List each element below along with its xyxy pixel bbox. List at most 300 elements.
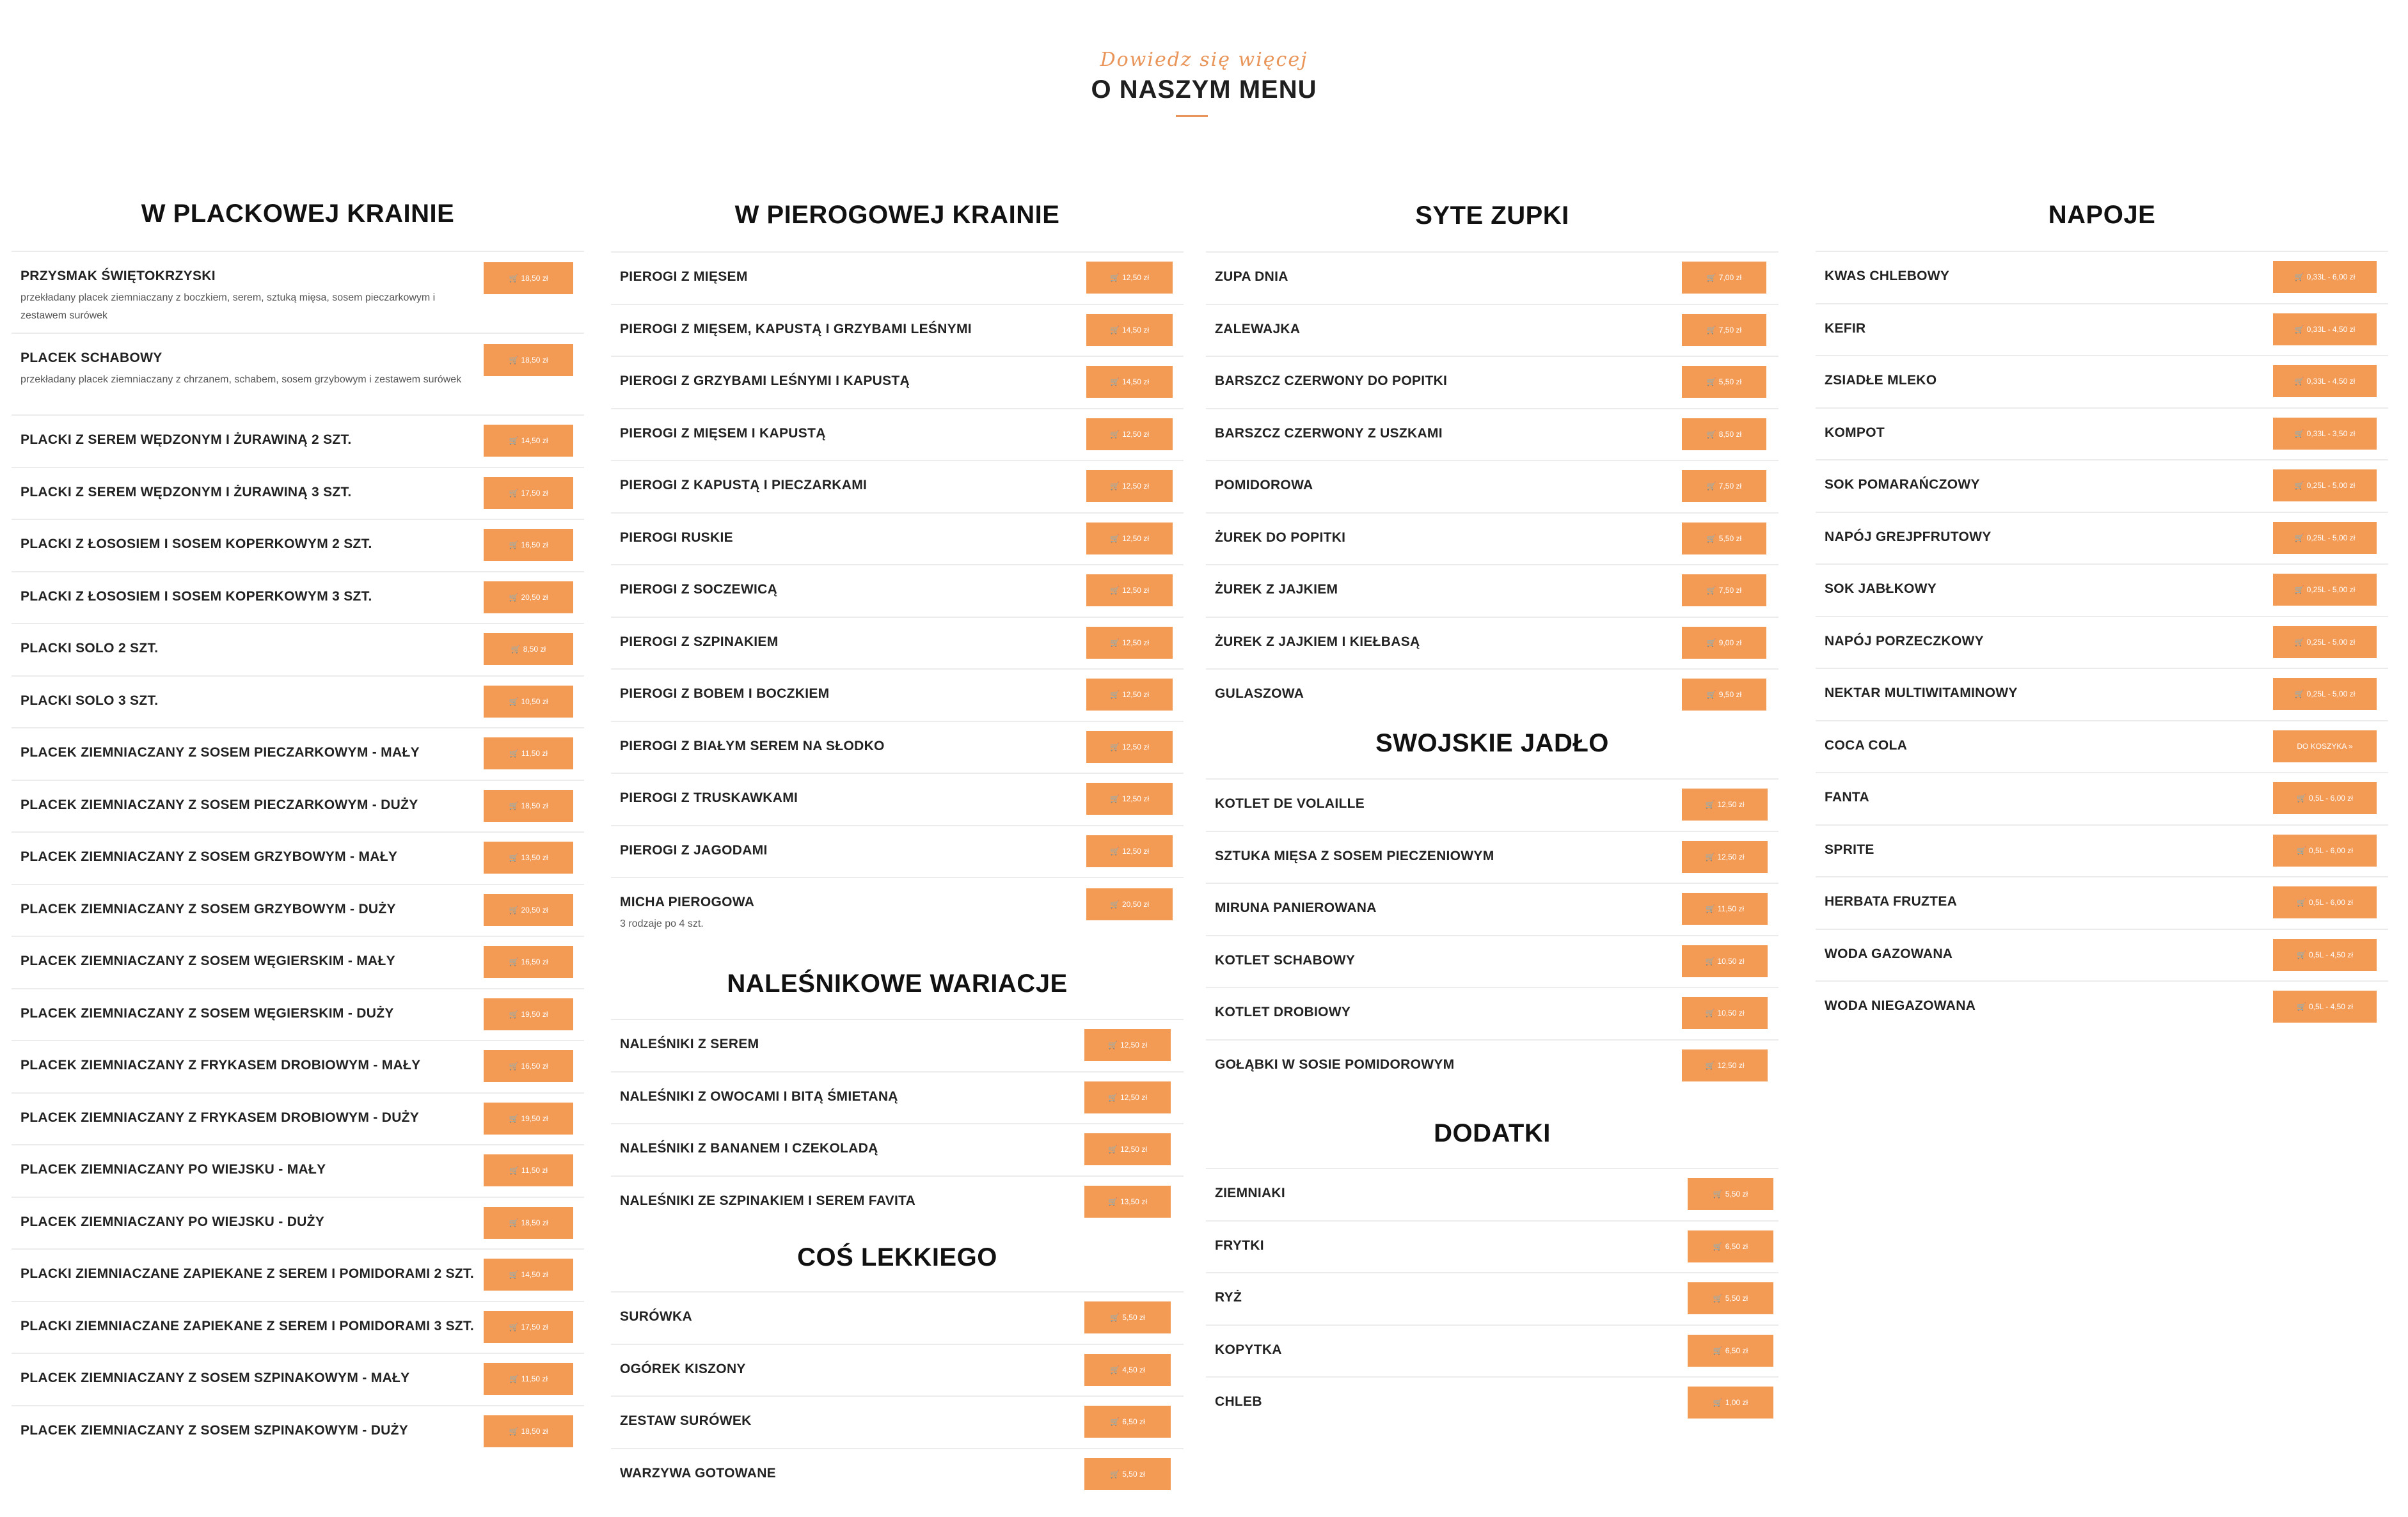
menu-item bbox=[611, 617, 1184, 669]
add-to-cart-button[interactable] bbox=[1086, 731, 1173, 763]
add-to-cart-button[interactable] bbox=[2273, 418, 2377, 450]
menu-item bbox=[611, 668, 1184, 721]
cart-icon: 🛒 bbox=[1713, 1294, 1723, 1303]
cart-icon: 🛒 bbox=[509, 853, 519, 862]
add-to-cart-button[interactable] bbox=[1086, 783, 1173, 815]
menu-item bbox=[12, 727, 584, 780]
price-label: 12,50 zł bbox=[1121, 586, 1149, 595]
menu-item-name: KOTLET SCHABOWY bbox=[1215, 952, 1356, 968]
price-label: 0,25L - 5,00 zł bbox=[2306, 585, 2356, 594]
price-label: 19,50 zł bbox=[521, 1113, 548, 1123]
cart-icon: 🛒 bbox=[1110, 377, 1120, 386]
menu-item-name: ZIEMNIAKI bbox=[1215, 1186, 1286, 1200]
add-to-cart-button[interactable] bbox=[1682, 893, 1768, 925]
menu-item bbox=[1816, 303, 2388, 356]
cart-icon: 🛒 bbox=[1706, 638, 1716, 647]
menu-item bbox=[1206, 304, 1778, 356]
price-label: 16,50 zł bbox=[521, 540, 548, 549]
cart-icon: 🛒 bbox=[2297, 1002, 2306, 1011]
column-placki bbox=[12, 173, 584, 1471]
add-to-cart-button[interactable] bbox=[2273, 939, 2377, 971]
menu-item-name: CHLEB bbox=[1215, 1394, 1262, 1409]
add-to-cart-button[interactable] bbox=[1682, 997, 1768, 1029]
menu-item-name: WARZYWA GOTOWANE bbox=[620, 1465, 776, 1481]
menu-item bbox=[12, 571, 584, 624]
menu-item bbox=[611, 304, 1184, 356]
menu-item-name: PLACEK ZIEMNIACZANY PO WIEJSKU - DUŻY bbox=[20, 1214, 325, 1229]
cart-icon: 🛒 bbox=[1705, 956, 1715, 966]
cart-icon: 🛒 bbox=[1110, 273, 1120, 282]
add-to-cart-button[interactable] bbox=[484, 477, 573, 509]
add-to-cart-button[interactable] bbox=[1682, 366, 1766, 398]
cart-icon: 🛒 bbox=[1705, 904, 1715, 913]
menu-item-name: PLACKI Z ŁOSOSIEM I SOSEM KOPERKOWYM 3 SZT. bbox=[20, 588, 372, 604]
menu-item bbox=[1206, 1220, 1778, 1273]
price-label: 12,50 zł bbox=[1121, 794, 1149, 803]
menu-item-name: PLACEK ZIEMNIACZANY Z FRYKASEM DROBIOWYM - DUŻY bbox=[20, 1110, 420, 1125]
add-to-cart-button[interactable] bbox=[2273, 365, 2377, 397]
add-to-cart-button[interactable] bbox=[484, 581, 573, 613]
menu-item-name: PIEROGI Z BOBEM I BOCZKIEM bbox=[620, 686, 830, 701]
menu-item-name: PIEROGI Z BIAŁYM SEREM NA SŁODKO bbox=[620, 738, 885, 753]
column-pierogi bbox=[611, 173, 1184, 1503]
add-to-cart-button[interactable] bbox=[1086, 262, 1173, 294]
add-to-cart-button[interactable] bbox=[2273, 626, 2377, 658]
add-to-cart-button[interactable] bbox=[1682, 574, 1766, 606]
menu-item-description: przekładany placek ziemniaczany z boczkiem, serem, sztuką mięsa, sosem pieczarkowym i zestawem surówek bbox=[20, 292, 436, 321]
cart-icon: 🛒 bbox=[509, 1009, 519, 1019]
price-label: 11,50 zł bbox=[521, 749, 548, 758]
menu-item bbox=[12, 988, 584, 1041]
add-to-cart-button[interactable] bbox=[484, 1050, 573, 1082]
price-label: 0,5L - 6,00 zł bbox=[2309, 898, 2353, 907]
add-to-cart-button[interactable] bbox=[1688, 1178, 1773, 1210]
cart-icon: 🛒 bbox=[1110, 690, 1120, 699]
menu-item-name: WODA GAZOWANA bbox=[1825, 946, 1953, 961]
menu-item-name: PLACEK ZIEMNIACZANY Z FRYKASEM DROBIOWYM - MAŁY bbox=[20, 1058, 421, 1073]
menu-item bbox=[12, 414, 584, 467]
add-to-cart-button[interactable] bbox=[1682, 841, 1768, 873]
menu-item-name: ZALEWAJKA bbox=[1215, 321, 1301, 336]
menu-item-name: PIEROGI Z SOCZEWICĄ bbox=[620, 582, 778, 597]
add-to-cart-button[interactable] bbox=[1086, 835, 1173, 867]
add-to-cart-button[interactable] bbox=[484, 686, 573, 718]
add-to-cart-button[interactable] bbox=[1682, 418, 1766, 450]
menu-item bbox=[611, 773, 1184, 825]
add-to-cart-button[interactable] bbox=[1086, 314, 1173, 346]
menu-item-name: PLACEK ZIEMNIACZANY PO WIEJSKU - MAŁY bbox=[20, 1162, 326, 1177]
price-label: 5,50 zł bbox=[1718, 377, 1742, 386]
menu-item bbox=[1206, 1324, 1778, 1377]
add-to-cart-button[interactable] bbox=[484, 529, 573, 561]
menu-item bbox=[1816, 563, 2388, 616]
cart-icon: 🛒 bbox=[1706, 533, 1716, 543]
price-label: 10,50 zł bbox=[521, 696, 548, 706]
menu-item bbox=[12, 251, 584, 333]
menu-item-name: ZUPA DNIA bbox=[1215, 269, 1288, 284]
add-to-cart-button[interactable] bbox=[1086, 366, 1173, 398]
menu-item-name: PIEROGI Z MIĘSEM, KAPUSTĄ I GRZYBAMI LEŚNYMI bbox=[620, 321, 972, 336]
price-label: 0,5L - 4,50 zł bbox=[2309, 1002, 2353, 1011]
add-to-cart-button[interactable] bbox=[1688, 1335, 1773, 1367]
add-to-cart-button[interactable] bbox=[2273, 835, 2377, 867]
menu-item bbox=[611, 408, 1184, 460]
menu-item bbox=[1816, 876, 2388, 929]
cart-icon: 🛒 bbox=[511, 645, 521, 654]
menu-item bbox=[611, 721, 1184, 773]
add-to-cart-button[interactable] bbox=[2273, 886, 2377, 918]
add-to-cart-button[interactable] bbox=[484, 1103, 573, 1135]
menu-item bbox=[1206, 1168, 1778, 1220]
price-label: 12,50 zł bbox=[1121, 690, 1149, 699]
menu-item bbox=[12, 1197, 584, 1249]
menu-title: O NASZYM MENU bbox=[1091, 75, 1317, 104]
cart-icon: 🛒 bbox=[1705, 1009, 1715, 1018]
menu-item bbox=[12, 831, 584, 884]
cart-icon: 🛒 bbox=[1713, 1346, 1723, 1355]
menu-item-name: WODA NIEGAZOWANA bbox=[1825, 998, 1976, 1013]
menu-item-name: PLACEK ZIEMNIACZANY Z SOSEM WĘGIERSKIM - DUŻY bbox=[20, 1005, 394, 1021]
cart-icon: 🛒 bbox=[1706, 377, 1716, 386]
menu-item-name: MICHA PIEROGOWA bbox=[620, 895, 755, 909]
menu-item-name: PIEROGI Z MIĘSEM bbox=[620, 269, 748, 284]
cart-icon: 🛒 bbox=[509, 1374, 519, 1383]
add-to-cart-button[interactable] bbox=[1682, 523, 1766, 554]
add-to-cart-button[interactable] bbox=[1084, 1081, 1171, 1113]
add-to-cart-button[interactable] bbox=[2273, 678, 2377, 710]
cart-icon: 🛒 bbox=[1110, 429, 1120, 439]
add-to-cart-button[interactable] bbox=[1084, 1133, 1171, 1165]
menu-item bbox=[611, 1448, 1184, 1500]
cart-icon: 🛒 bbox=[2294, 533, 2304, 542]
price-label: 7,50 zł bbox=[1718, 325, 1742, 334]
cart-icon: 🛒 bbox=[2297, 898, 2306, 907]
menu-item bbox=[1816, 251, 2388, 303]
menu-item bbox=[12, 1353, 584, 1405]
menu-item bbox=[1206, 512, 1778, 565]
section-title-nalesniki: NALEŚNIKOWE WARIACJE bbox=[727, 970, 1068, 998]
cart-icon: 🛒 bbox=[1110, 1365, 1120, 1374]
add-to-cart-button[interactable] bbox=[484, 946, 573, 978]
add-to-cart-button[interactable] bbox=[484, 894, 573, 926]
price-label: 16,50 zł bbox=[521, 1062, 548, 1071]
price-label: 12,50 zł bbox=[1121, 742, 1149, 751]
add-to-cart-button[interactable] bbox=[1084, 1406, 1171, 1438]
menu-item bbox=[1206, 564, 1778, 617]
cart-icon: 🛒 bbox=[1108, 1092, 1118, 1102]
add-to-cart-button[interactable] bbox=[1688, 1282, 1773, 1314]
menu-item-name: PIEROGI Z TRUSKAWKAMI bbox=[620, 790, 798, 805]
add-to-cart-button[interactable] bbox=[1682, 679, 1766, 711]
add-to-cart-button[interactable] bbox=[1086, 679, 1173, 711]
add-to-cart-button[interactable] bbox=[1682, 314, 1766, 346]
add-to-cart-button[interactable] bbox=[1086, 627, 1173, 659]
add-to-cart-button[interactable] bbox=[1682, 627, 1766, 659]
add-to-cart-button[interactable] bbox=[484, 1311, 573, 1343]
menu-item bbox=[611, 1123, 1184, 1175]
menu-item bbox=[1816, 407, 2388, 460]
add-to-cart-button[interactable] bbox=[484, 1207, 573, 1239]
add-to-cart-button[interactable] bbox=[484, 790, 573, 822]
price-label: 12,50 zł bbox=[1121, 273, 1149, 282]
cart-icon: 🛒 bbox=[2294, 377, 2304, 386]
add-to-cart-button[interactable] bbox=[1084, 1301, 1171, 1333]
menu-item-name: SOK POMARAŃCZOWY bbox=[1825, 477, 1980, 492]
menu-item-name: PLACKI ZIEMNIACZANE ZAPIEKANE Z SEREM I POMIDORAMI 2 SZT. bbox=[20, 1266, 474, 1281]
menu-item-name: GULASZOWA bbox=[1215, 686, 1304, 701]
menu-item bbox=[1816, 512, 2388, 564]
add-to-cart-button[interactable] bbox=[2273, 782, 2377, 814]
price-label: 5,50 zł bbox=[1122, 1313, 1145, 1322]
section-title-pierogi: W PIEROGOWEJ KRAINIE bbox=[734, 201, 1060, 229]
cart-icon: 🛒 bbox=[509, 592, 519, 602]
add-to-cart-button[interactable] bbox=[1682, 262, 1766, 294]
cart-icon: 🛒 bbox=[1110, 482, 1120, 491]
menu-item-name: PLACEK ZIEMNIACZANY Z SOSEM GRZYBOWYM - MAŁY bbox=[20, 849, 398, 864]
menu-item-name: PLACKI SOLO 2 SZT. bbox=[20, 641, 159, 656]
menu-item bbox=[1206, 987, 1778, 1039]
menu-item bbox=[12, 623, 584, 675]
cart-icon: 🛒 bbox=[1110, 794, 1120, 803]
menu-item bbox=[12, 1405, 584, 1458]
add-to-cart-button[interactable] bbox=[1682, 789, 1768, 821]
menu-item-name: PIEROGI Z SZPINAKIEM bbox=[620, 634, 779, 649]
menu-item-name: FRYTKI bbox=[1215, 1238, 1264, 1253]
price-label: 5,50 zł bbox=[1122, 1469, 1145, 1479]
cart-icon: 🛒 bbox=[1110, 1417, 1120, 1426]
menu-item bbox=[1206, 668, 1778, 721]
menu-item-name: PRZYSMAK ŚWIĘTOKRZYSKI bbox=[20, 269, 216, 283]
menu-item-name: SURÓWKA bbox=[620, 1309, 692, 1324]
add-to-cart-button[interactable] bbox=[1682, 945, 1768, 977]
add-to-cart-button[interactable] bbox=[2273, 574, 2377, 606]
menu-item-name: POMIDOROWA bbox=[1215, 478, 1313, 492]
price-label: 0,33L - 6,00 zł bbox=[2306, 272, 2356, 281]
menu-item bbox=[1206, 460, 1778, 512]
menu-item bbox=[1206, 617, 1778, 669]
add-to-cart-button[interactable] bbox=[484, 633, 573, 665]
menu-item bbox=[1816, 980, 2388, 1033]
menu-item bbox=[1206, 883, 1778, 935]
price-label: 12,50 zł bbox=[1121, 429, 1149, 439]
menu-item bbox=[611, 460, 1184, 512]
menu-item-name: ŻUREK Z JAJKIEM bbox=[1215, 582, 1338, 597]
price-label: 9,50 zł bbox=[1718, 690, 1742, 699]
cart-icon: 🛒 bbox=[1706, 273, 1716, 282]
cart-icon: 🛒 bbox=[2297, 950, 2306, 959]
add-to-cart-button[interactable] bbox=[2273, 313, 2377, 345]
add-to-cart-button[interactable] bbox=[2273, 261, 2377, 293]
menu-item bbox=[1206, 1039, 1778, 1092]
price-label: 0,5L - 6,00 zł bbox=[2309, 794, 2353, 803]
cart-icon: 🛒 bbox=[509, 436, 519, 445]
menu-item-name: PIEROGI RUSKIE bbox=[620, 530, 733, 545]
add-to-cart-button[interactable] bbox=[1682, 470, 1766, 502]
add-to-cart-button[interactable] bbox=[1084, 1458, 1171, 1490]
price-label: 18,50 zł bbox=[521, 356, 548, 365]
menu-item-name: PIEROGI Z GRZYBAMI LEŚNYMI I KAPUSTĄ bbox=[620, 373, 910, 388]
price-label: 6,50 zł bbox=[1725, 1241, 1748, 1251]
add-to-cart-button[interactable] bbox=[1084, 1029, 1171, 1061]
add-to-cart-button[interactable] bbox=[1084, 1354, 1171, 1386]
price-label: 0,25L - 5,00 zł bbox=[2306, 689, 2356, 698]
menu-item bbox=[1206, 1272, 1778, 1324]
price-label: 18,50 zł bbox=[521, 1426, 548, 1436]
menu-item-name: ŻUREK Z JAJKIEM I KIEŁBASĄ bbox=[1215, 634, 1420, 649]
add-to-cart-button[interactable] bbox=[484, 1415, 573, 1447]
menu-item bbox=[611, 1291, 1184, 1344]
cart-icon: 🛒 bbox=[1110, 900, 1120, 909]
menu-item bbox=[1206, 356, 1778, 408]
price-label: 5,50 zł bbox=[1718, 533, 1742, 543]
add-to-cart-button[interactable] bbox=[2273, 991, 2377, 1023]
menu-item-name: PIEROGI Z KAPUSTĄ I PIECZARKAMI bbox=[620, 478, 867, 492]
price-label: 0,5L - 4,50 zł bbox=[2309, 950, 2353, 959]
add-to-cart-button[interactable] bbox=[1086, 418, 1173, 450]
cart-icon: 🛒 bbox=[509, 1062, 519, 1071]
menu-item-name: PIEROGI Z JAGODAMI bbox=[620, 842, 768, 858]
menu-item bbox=[611, 1175, 1184, 1228]
cart-icon: 🛒 bbox=[1705, 1060, 1715, 1070]
menu-item bbox=[1206, 1376, 1778, 1429]
add-to-cart-button[interactable] bbox=[1086, 574, 1173, 606]
add-to-cart-button[interactable] bbox=[1086, 523, 1173, 554]
add-to-cart-button[interactable] bbox=[484, 344, 573, 376]
menu-item-name: NALEŚNIKI Z BANANEM I CZEKOLADĄ bbox=[620, 1141, 878, 1156]
cart-icon: 🛒 bbox=[2294, 585, 2304, 594]
add-to-cart-button[interactable] bbox=[2273, 730, 2377, 762]
section-title-zupki: SYTE ZUPKI bbox=[1415, 201, 1569, 230]
menu-item-name: ŻUREK DO POPITKI bbox=[1215, 530, 1346, 545]
add-to-cart-button[interactable] bbox=[484, 262, 573, 294]
add-to-cart-button[interactable] bbox=[1688, 1387, 1773, 1419]
add-to-cart-button[interactable] bbox=[484, 1154, 573, 1186]
menu-item bbox=[611, 825, 1184, 877]
menu-item bbox=[12, 519, 584, 571]
cart-icon: 🛒 bbox=[509, 1113, 519, 1123]
cart-icon: 🛒 bbox=[1713, 1190, 1723, 1199]
price-label: 14,50 zł bbox=[1121, 377, 1149, 386]
add-to-cart-button[interactable] bbox=[484, 737, 573, 769]
section-title-lekkie: COŚ LEKKIEGO bbox=[797, 1243, 997, 1271]
add-to-cart-button[interactable] bbox=[1086, 470, 1173, 502]
add-to-cart-button[interactable] bbox=[1084, 1186, 1171, 1218]
menu-item-name: PIEROGI Z MIĘSEM I KAPUSTĄ bbox=[620, 425, 826, 441]
price-label: 13,50 zł bbox=[521, 853, 548, 862]
add-to-cart-button[interactable] bbox=[484, 425, 573, 457]
price-label: DO KOSZYKA » bbox=[2297, 741, 2353, 751]
price-label: 11,50 zł bbox=[1717, 904, 1745, 913]
price-label: 18,50 zł bbox=[521, 274, 548, 283]
menu-item-name: KOTLET DROBIOWY bbox=[1215, 1005, 1351, 1019]
add-to-cart-button[interactable] bbox=[484, 1259, 573, 1291]
menu-item-name: PLACKI Z ŁOSOSIEM I SOSEM KOPERKOWYM 2 SZT. bbox=[20, 537, 372, 551]
price-label: 4,50 zł bbox=[1122, 1365, 1145, 1374]
cart-icon: 🛒 bbox=[1110, 586, 1120, 595]
menu-item bbox=[1206, 831, 1778, 883]
menu-item bbox=[1816, 668, 2388, 720]
cart-icon: 🛒 bbox=[2297, 845, 2306, 855]
add-to-cart-button[interactable] bbox=[484, 842, 573, 874]
menu-item-name: GOŁĄBKI W SOSIE POMIDOROWYM bbox=[1215, 1057, 1455, 1072]
cart-icon: 🛒 bbox=[509, 540, 519, 549]
price-label: 12,50 zł bbox=[1121, 638, 1149, 647]
price-label: 12,50 zł bbox=[1717, 852, 1745, 861]
cart-icon: 🛒 bbox=[1110, 533, 1120, 543]
menu-item bbox=[1816, 616, 2388, 668]
add-to-cart-button[interactable] bbox=[484, 998, 573, 1030]
cart-icon: 🛒 bbox=[1110, 638, 1120, 647]
menu-item-name: PLACEK ZIEMNIACZANY Z SOSEM SZPINAKOWYM - MAŁY bbox=[20, 1371, 410, 1385]
cart-icon: 🛒 bbox=[2294, 689, 2304, 698]
cart-icon: 🛒 bbox=[509, 488, 519, 498]
menu-item bbox=[1816, 459, 2388, 512]
cart-icon: 🛒 bbox=[2297, 794, 2306, 803]
menu-item-name: BARSZCZ CZERWONY DO POPITKI bbox=[1215, 373, 1448, 388]
price-label: 20,50 zł bbox=[1121, 900, 1149, 909]
menu-item-name: ZSIADŁE MLEKO bbox=[1825, 373, 1937, 388]
menu-item bbox=[12, 333, 584, 414]
add-to-cart-button[interactable] bbox=[484, 1363, 573, 1395]
column-napoje bbox=[1816, 173, 2388, 1119]
menu-item-name: COCA COLA bbox=[1825, 737, 1908, 753]
price-label: 0,33L - 3,50 zł bbox=[2306, 428, 2356, 438]
menu-item bbox=[1206, 935, 1778, 987]
menu-item-name: SZTUKA MIĘSA Z SOSEM PIECZENIOWYM bbox=[1215, 848, 1494, 863]
menu-item bbox=[1206, 251, 1778, 304]
section-title-napoje: NAPOJE bbox=[2048, 201, 2156, 229]
add-to-cart-button[interactable] bbox=[1688, 1230, 1773, 1262]
add-to-cart-button[interactable] bbox=[1086, 888, 1173, 920]
price-label: 6,50 zł bbox=[1725, 1346, 1748, 1355]
menu-item-name: NALEŚNIKI Z OWOCAMI I BITĄ ŚMIETANĄ bbox=[620, 1089, 898, 1104]
price-label: 14,50 zł bbox=[1121, 325, 1149, 334]
menu-item-name: NAPÓJ GREJPFRUTOWY bbox=[1825, 529, 1992, 544]
cart-icon: 🛒 bbox=[509, 801, 519, 810]
menu-item bbox=[1816, 929, 2388, 981]
price-label: 8,50 zł bbox=[523, 645, 546, 654]
price-label: 12,50 zł bbox=[1120, 1145, 1147, 1154]
cart-icon: 🛒 bbox=[1110, 325, 1120, 334]
column-zupki bbox=[1206, 173, 1778, 1445]
cart-icon: 🛒 bbox=[1108, 1197, 1118, 1206]
price-label: 7,50 zł bbox=[1718, 586, 1742, 595]
add-to-cart-button[interactable] bbox=[2273, 469, 2377, 501]
cart-icon: 🛒 bbox=[1706, 586, 1716, 595]
menu-subtitle: Dowiedz się więcej bbox=[1100, 49, 1308, 71]
price-label: 12,50 zł bbox=[1717, 800, 1745, 809]
price-label: 9,00 zł bbox=[1718, 638, 1742, 647]
price-label: 0,33L - 4,50 zł bbox=[2306, 324, 2356, 334]
menu-item bbox=[12, 1040, 584, 1092]
cart-icon: 🛒 bbox=[1713, 1398, 1723, 1407]
menu-item-name: PLACKI Z SEREM WĘDZONYM I ŻURAWINĄ 2 SZT. bbox=[20, 432, 352, 447]
menu-item bbox=[1816, 824, 2388, 877]
cart-icon: 🛒 bbox=[1705, 800, 1715, 809]
price-label: 20,50 zł bbox=[521, 592, 548, 602]
menu-item bbox=[611, 877, 1184, 941]
price-label: 12,50 zł bbox=[1121, 482, 1149, 491]
price-label: 17,50 zł bbox=[521, 1322, 548, 1332]
add-to-cart-button[interactable] bbox=[2273, 522, 2377, 554]
menu-item-description: 3 rodzaje po 4 szt. bbox=[620, 918, 704, 929]
menu-item bbox=[12, 780, 584, 832]
price-label: 12,50 zł bbox=[1120, 1041, 1147, 1049]
cart-icon: 🛒 bbox=[509, 1426, 519, 1436]
menu-item-name: RYŻ bbox=[1215, 1290, 1242, 1305]
add-to-cart-button[interactable] bbox=[1682, 1049, 1768, 1081]
menu-item-name: MIRUNA PANIEROWANA bbox=[1215, 900, 1377, 915]
